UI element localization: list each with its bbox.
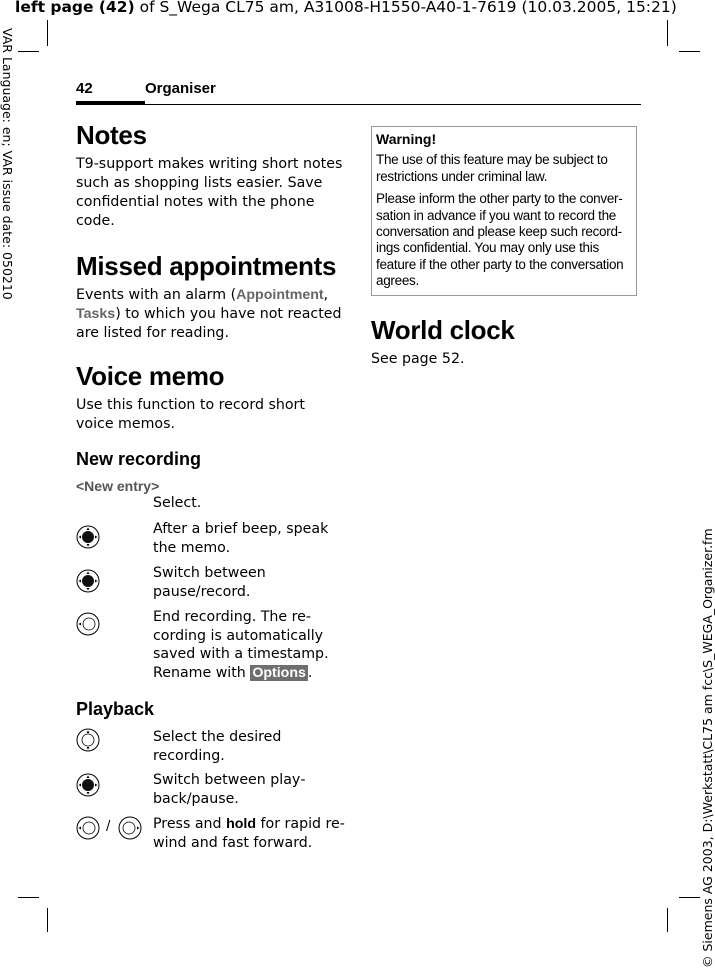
new-recording-heading: New recording bbox=[76, 449, 202, 469]
icon-separator: / bbox=[106, 819, 111, 834]
step-end-recording bbox=[76, 608, 348, 688]
step-select bbox=[76, 494, 348, 516]
step-text: Press and hold for rapid rewind and fast forward. bbox=[153, 816, 345, 851]
joystick-press-icon bbox=[76, 773, 100, 797]
missed-heading: Missed appointments bbox=[76, 251, 337, 281]
crop-mark bbox=[18, 51, 39, 52]
header-rule bbox=[145, 104, 641, 105]
crop-mark bbox=[679, 897, 700, 898]
world-clock-heading: World clock bbox=[371, 315, 515, 345]
step-select-recording bbox=[76, 728, 348, 768]
voice-heading: Voice memo bbox=[76, 361, 225, 391]
page-number: 42 bbox=[76, 80, 93, 97]
joystick-right-icon bbox=[118, 816, 142, 840]
chapter-title: Organiser bbox=[145, 80, 216, 97]
step-text: Switch between playback/pause. bbox=[153, 772, 306, 807]
options-softkey[interactable]: Options bbox=[252, 664, 306, 681]
warning-box bbox=[371, 126, 637, 296]
warning-paragraph: The use of this feature may be subject to restrictions under criminal law. bbox=[376, 152, 608, 184]
header-rule-thick bbox=[76, 101, 145, 105]
step-play-pause bbox=[76, 771, 348, 811]
joystick-updown-icon bbox=[76, 728, 100, 752]
joystick-press-icon bbox=[76, 525, 100, 549]
missed-body: Events with an alarm (Appointment, Tasks) to which you have not reacted are listed for reading. bbox=[76, 287, 342, 341]
new-entry-label: <New entry> bbox=[76, 478, 160, 494]
notes-section bbox=[76, 120, 346, 231]
crop-mark bbox=[47, 20, 48, 46]
voice-body: Use this function to record short voice memos. bbox=[76, 397, 305, 432]
ui-term-tasks: Tasks bbox=[76, 306, 116, 322]
ui-term-appointment: Appointment bbox=[236, 287, 324, 303]
joystick-press-icon bbox=[76, 569, 100, 593]
joystick-left-icon bbox=[76, 816, 100, 840]
joystick-left-icon bbox=[76, 612, 100, 636]
step-speak bbox=[76, 520, 348, 560]
notes-heading: Notes bbox=[76, 120, 147, 150]
step-text: Switch between pause/record. bbox=[153, 565, 266, 600]
step-text: Select. bbox=[153, 495, 202, 511]
world-clock-section bbox=[371, 315, 641, 369]
step-text: After a brief beep, speak the memo. bbox=[153, 521, 329, 556]
crop-mark bbox=[667, 20, 668, 46]
playback-section bbox=[76, 698, 348, 851]
step-text: Select the desired recording. bbox=[153, 729, 282, 764]
crop-mark bbox=[18, 897, 39, 898]
print-slug: left page (42) of S_Wega CL75 am, A31008-H1550-A40-1-7619 (10.03.2005, 15:21) bbox=[15, 0, 677, 16]
left-margin-note: VAR Language: en; VAR issue date: 050210 bbox=[0, 28, 15, 300]
warning-title: Warning! bbox=[376, 131, 437, 147]
world-clock-body: See page 52. bbox=[371, 351, 465, 367]
crop-mark bbox=[47, 908, 48, 932]
notes-body: T9-support makes writing short notes such as shopping lists easier. Save confidential notes with the phone code. bbox=[76, 156, 343, 229]
step-pause-record bbox=[76, 564, 348, 604]
new-recording-section bbox=[76, 448, 348, 681]
crop-mark bbox=[679, 51, 700, 52]
warning-paragraph: Please inform the other party to the conversation in advance if you want to record the conversation and please keep such recordings confidential. You may only use this feature if the other party to the conversation agrees. bbox=[376, 191, 624, 289]
right-margin-note: © Siemens AG 2003, D:\Werkstatt\CL75 am fcc\S_WEGA_Organizer.fm bbox=[700, 528, 715, 968]
playback-heading: Playback bbox=[76, 699, 155, 719]
step-text: End recording. The recording is automatically saved with a timestamp. Rename with Options . bbox=[153, 609, 329, 681]
crop-mark bbox=[667, 908, 668, 932]
voice-section bbox=[76, 361, 346, 434]
missed-section bbox=[76, 251, 346, 343]
step-rewind-forward bbox=[76, 815, 348, 855]
